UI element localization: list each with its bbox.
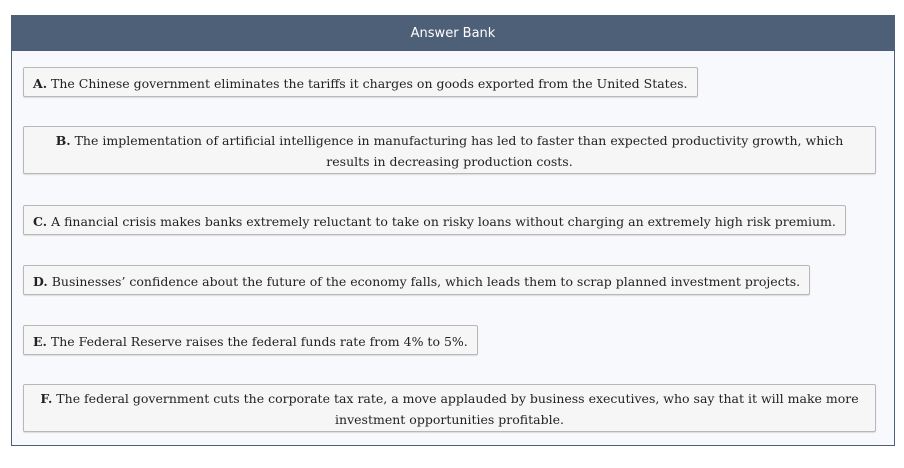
- answer-option-d[interactable]: [23, 265, 810, 295]
- answer-text: Businesses’ confidence about the future of the economy falls, which leads them to scrap planned investment projects.: [47, 274, 801, 289]
- answer-text: The federal government cuts the corporate tax rate, a move applauded by business executives, who say that it will make more investment opportunities profitable.: [52, 391, 859, 427]
- answer-letter: D.: [33, 274, 48, 289]
- answer-text: The Federal Reserve raises the federal funds rate from 4% to 5%.: [46, 334, 468, 349]
- answer-letter: F.: [40, 391, 53, 406]
- answer-text: The Chinese government eliminates the tariffs it charges on goods exported from the United States.: [47, 76, 688, 91]
- answer-letter: C.: [33, 214, 48, 229]
- answer-letter: E.: [33, 334, 47, 349]
- answer-text: The implementation of artificial intelligence in manufacturing has led to faster than expected productivity growth, which results in decreasing production costs.: [70, 133, 844, 169]
- answer-text: A financial crisis makes banks extremely reluctant to take on risky loans without charging an extremely high risk premium.: [47, 214, 836, 229]
- answer-bank-title: Answer Bank: [12, 16, 894, 51]
- answer-option-c[interactable]: [23, 205, 846, 235]
- answer-option-f[interactable]: [23, 384, 876, 432]
- answer-letter: A.: [33, 76, 48, 91]
- answer-letter: B.: [55, 133, 71, 148]
- answer-bank-panel: [11, 15, 895, 446]
- answer-option-b[interactable]: [23, 126, 876, 174]
- answer-option-a[interactable]: [23, 67, 698, 97]
- answer-option-e[interactable]: [23, 325, 478, 355]
